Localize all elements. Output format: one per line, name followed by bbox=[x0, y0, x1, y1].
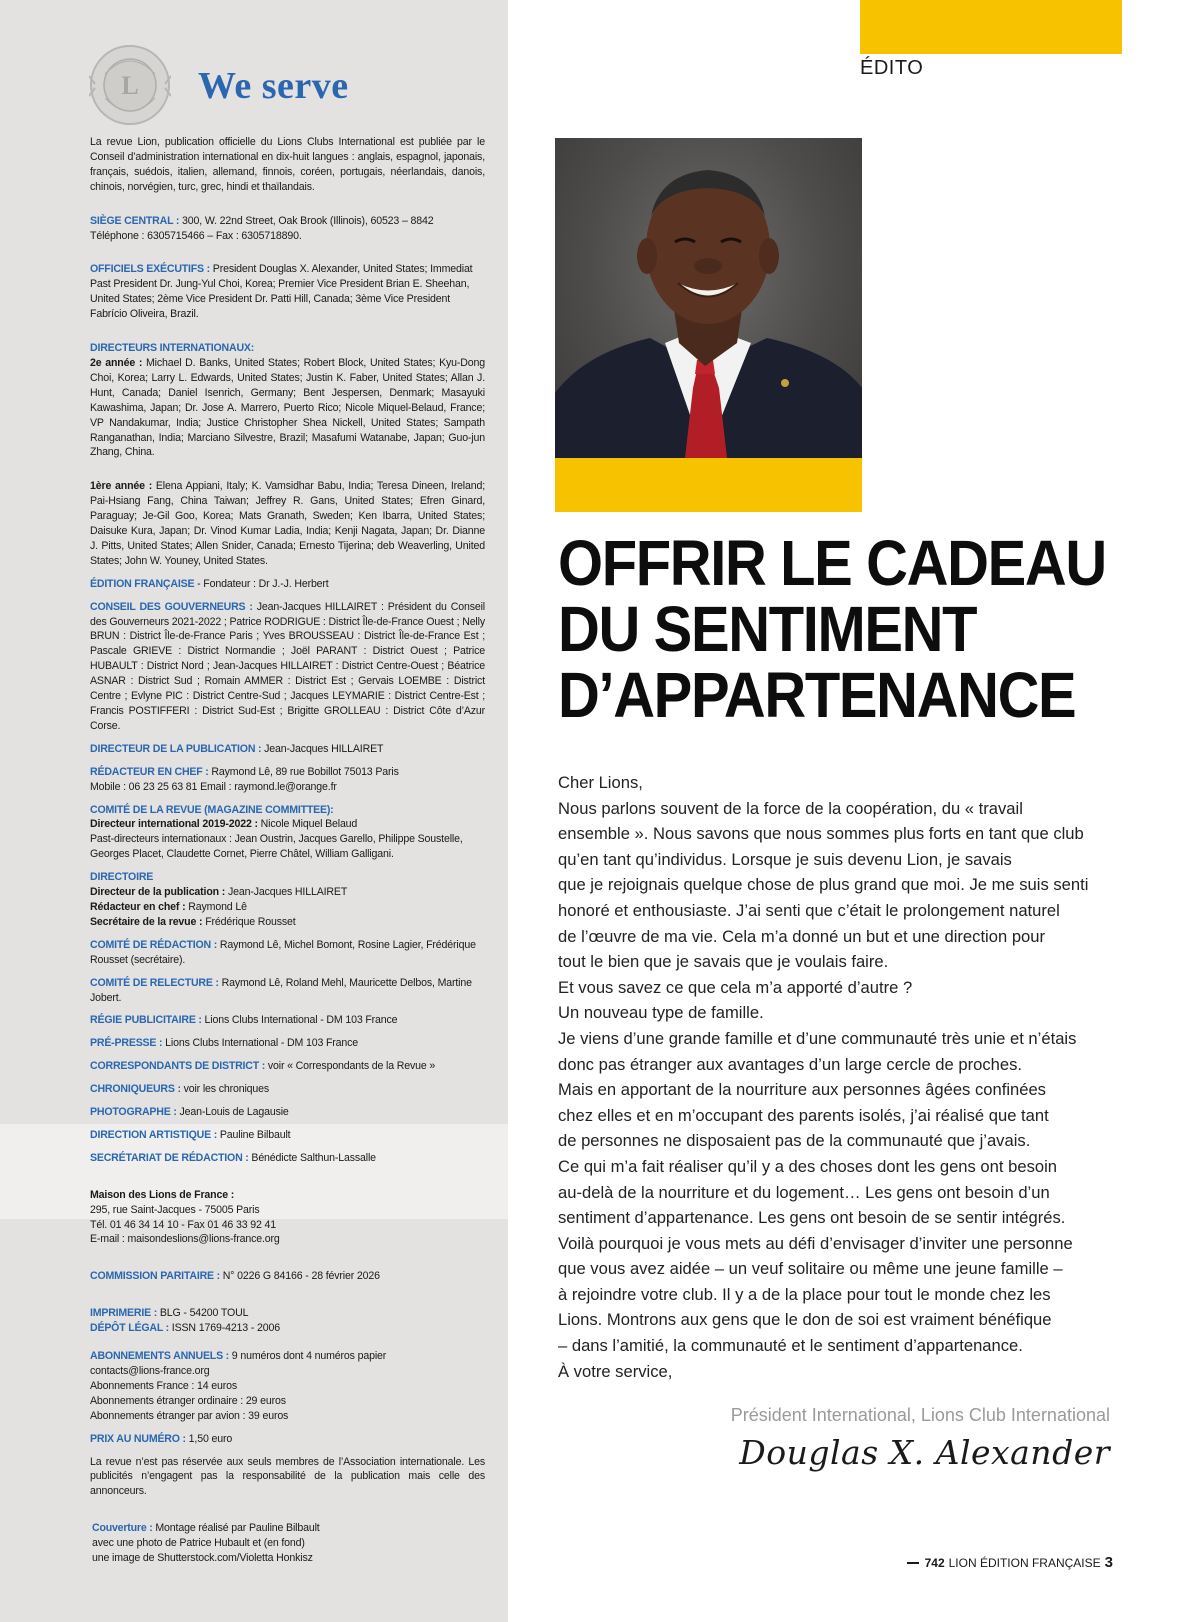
abonnements-line bbox=[90, 1349, 485, 1364]
body-line: de l’œuvre de ma vie. Cela m’a donné un but et une direction pour bbox=[558, 926, 1046, 946]
direction-art-text: Pauline Bilbault bbox=[217, 1128, 291, 1141]
logo-letter: L bbox=[121, 71, 139, 100]
conseil-text: Jean-Jacques HILLAIRET : Président du Conseil des Gouverneurs 2021-2022 ; Patrice RODRIGUE : District Île-de-France Ouest ; Nelly BRUN : District Île-de-France Paris ; Yves BROUSSEAU : District Île-de-France Est ; Pascale GRIEVE : District Normandie ; Joël PARANT : District Ouest ; Patrice HUBAULT : District Nord ; Jean-Jacques HILLAIRET : District Centre-Ouest ; Béatrice ASNAR : District Sud ; Romain AMMER : District Est ; Gervais LOEMBE : District Centre ; Evlyne PIC : District Centre-Sud ; Jacques LEYMARIE : District Centre-Est ; Francis POSTIFFERI : District Sud-Est ; Brigitte GROLLEAU : District Côte d’Azur Corse. bbox=[90, 600, 485, 732]
issue-number: 742 bbox=[924, 1555, 945, 1570]
directeurs-label: DIRECTEURS INTERNATIONAUX: bbox=[90, 342, 255, 355]
motto-title: We serve bbox=[198, 65, 349, 107]
disclaimer: La revue n’est pas réservée aux seuls membres de l’Association internationale. Les publicités n’engagent pas la responsabilité de la publication mais celle des annonceurs. bbox=[90, 1455, 485, 1498]
regie-text: Lions Clubs International - DM 103 France bbox=[201, 1014, 398, 1027]
magazine-name: LION ÉDITION FRANÇAISE bbox=[948, 1555, 1101, 1570]
regie-line bbox=[90, 1013, 485, 1028]
maison-addr: 295, rue Saint-Jacques - 75005 Paris bbox=[90, 1203, 260, 1216]
body-line: qu’en tant qu’individus. Lorsque je suis devenu Lion, je savais bbox=[558, 849, 1012, 869]
commission-line bbox=[90, 1269, 485, 1284]
body-line: Lions. Montrons aux gens que le don de soi est vraiment bénéfique bbox=[558, 1310, 1052, 1330]
headline-line-1: OFFRIR LE CADEAU bbox=[558, 527, 1106, 599]
body-line: Cher Lions, bbox=[558, 773, 643, 792]
secretariat-text: Bénédicte Salthun-Lassalle bbox=[248, 1151, 376, 1164]
comite-redac-text: Raymond Lê, Michel Bomont, Rosine Lagier, Frédérique Rousset (secrétaire). bbox=[90, 938, 476, 966]
portrait-yellow-band bbox=[555, 458, 862, 512]
redac-line bbox=[90, 765, 485, 780]
body-line: tout le bien que je savais que je voulais faire. bbox=[558, 952, 889, 972]
edition-text: - Fondateur : Dr J.-J. Herbert bbox=[194, 577, 329, 590]
siege-label: SIÈGE CENTRAL : bbox=[90, 214, 180, 227]
president-portrait bbox=[555, 138, 862, 458]
depot-label: DÉPÔT LÉGAL : bbox=[90, 1322, 170, 1335]
photographe-text: Jean-Louis de Lagausie bbox=[176, 1106, 289, 1119]
body-line: Ce qui m’a fait réaliser qu’il y a des choses dont les gens ont besoin bbox=[558, 1156, 1058, 1176]
chroniqueurs-line bbox=[90, 1082, 485, 1097]
masthead-column bbox=[0, 0, 508, 1622]
abo-email: contacts@lions-france.org bbox=[90, 1365, 210, 1377]
footer-dash bbox=[907, 1562, 919, 1564]
dir-pub-label: DIRECTEUR DE LA PUBLICATION : bbox=[90, 742, 262, 755]
body-line: au-delà de la nourriture et du logement… Les gens ont besoin d’un bbox=[558, 1182, 1050, 1202]
annee2-text: Michael D. Banks, United States; Robert Block, United States; Kyu-Dong Choi, Korea; Larry L. Edwards, United States; Justin K. Faber, United States; Allan J. Hunt, Canada; Daniel Isenrich, Germany; Bent Jespersen, Denmark; Masayuki Kawashima, Japan; Dr. Jose A. Marrero, Puerto Rico; Nicole Miquel-Belaud, France; VP Nandakumar, India; Justice Christopher Shea Nickell, United States; Sampath Ranganathan, India; Marciano Silvestre, Brazil; Masafumi Watanabe, Japan; Guo-jun Zhang, China. bbox=[90, 356, 485, 459]
relecture-text: Raymond Lê, Roland Mehl, Mauricette Delbos, Martine Jobert. bbox=[90, 976, 472, 1004]
dp-label: Directeur de la publication : bbox=[90, 886, 226, 899]
masthead-text bbox=[90, 135, 485, 1566]
body-line: Un nouveau type de famille. bbox=[558, 1003, 764, 1023]
relecture-block bbox=[90, 976, 485, 1006]
dir-intl-label: Directeur international 2019-2022 : bbox=[90, 818, 258, 831]
past-dir-text: Past-directeurs internationaux : Jean Oustrin, Jacques Garello, Philippe Soustelle, Georges Placet, Claudette Cornet, Pierre Châtel, William Galligani. bbox=[90, 833, 463, 861]
dp-line bbox=[90, 885, 485, 900]
page-number: 3 bbox=[1104, 1554, 1113, 1571]
prepresse-line bbox=[90, 1036, 485, 1051]
abo-france: Abonnements France : 14 euros bbox=[90, 1379, 237, 1392]
regie-label: RÉGIE PUBLICITAIRE : bbox=[90, 1014, 202, 1027]
prix-line bbox=[90, 1432, 485, 1447]
couverture-text: Montage réalisé par Pauline Bilbault bbox=[152, 1522, 320, 1535]
comite-redac-label: COMITÉ DE RÉDACTION : bbox=[90, 938, 218, 951]
officiels-text: President Douglas X. Alexander, United States; Immediat Past President Dr. Jung-Yul Choi, Korea; Premier Vice President Brian E. Sheehan, United States; 2ème Vice President Dr. Patti Hill, Canada; 3ème Vice President Fabrício Oliveira, Brazil. bbox=[90, 263, 473, 321]
comite-redac-block bbox=[90, 938, 485, 968]
imprimerie-line bbox=[90, 1306, 485, 1321]
maison-tel: Tél. 01 46 34 14 10 - Fax 01 46 33 92 41 bbox=[90, 1218, 277, 1231]
siege-phone: Téléphone : 6305715466 – Fax : 6305718890. bbox=[90, 229, 302, 242]
rc-label: Rédacteur en chef : bbox=[90, 900, 186, 913]
correspondants-text: voir « Correspondants de la Revue » bbox=[265, 1060, 436, 1073]
portrait-illustration bbox=[555, 138, 862, 458]
abo-avion: Abonnements étranger par avion : 39 euros bbox=[90, 1409, 289, 1422]
couverture-line-2: avec une photo de Patrice Hubault et (en fond) bbox=[92, 1537, 305, 1550]
edition-line bbox=[90, 577, 485, 592]
couverture-label: Couverture : bbox=[92, 1522, 153, 1535]
body-line: Mais en apportant de la nourriture aux personnes âgées confinées bbox=[558, 1080, 1046, 1100]
body-line: que je rejoignais quelque chose de plus grand que moi. Je me suis senti bbox=[558, 875, 1089, 895]
correspondants-label: CORRESPONDANTS DE DISTRICT : bbox=[90, 1060, 266, 1073]
prepresse-text: Lions Clubs International - DM 103 France bbox=[162, 1037, 359, 1050]
commission-text: N° 0226 G 84166 - 28 février 2026 bbox=[219, 1270, 380, 1283]
article-headline bbox=[558, 527, 1106, 731]
body-line: sentiment d’appartenance. Les gens ont besoin de se sentir intégrés. bbox=[558, 1208, 1066, 1228]
photographe-label: PHOTOGRAPHE : bbox=[90, 1106, 177, 1119]
body-line: de personnes ne disposaient pas de la communauté que j’avais. bbox=[558, 1131, 1031, 1151]
annee1-block bbox=[90, 479, 485, 568]
page-footer bbox=[907, 1554, 1113, 1571]
officiels-label: OFFICIELS EXÉCUTIFS : bbox=[90, 263, 210, 276]
direction-art-label: DIRECTION ARTISTIQUE : bbox=[90, 1128, 218, 1141]
imprimerie-label: IMPRIMERIE : bbox=[90, 1307, 158, 1320]
relecture-label: COMITÉ DE RELECTURE : bbox=[90, 976, 219, 989]
body-line: – dans l’amitié, la communauté et le sentiment d’appartenance. bbox=[558, 1336, 1023, 1356]
rc-line bbox=[90, 900, 485, 915]
body-line: Je viens d’une grande famille et d’une communauté très unie et n’étais bbox=[558, 1028, 1077, 1048]
maison-email: E-mail : maisondeslions@lions-france.org bbox=[90, 1233, 280, 1246]
edition-label: ÉDITION FRANÇAISE bbox=[90, 577, 195, 590]
chroniqueurs-text: voir les chroniques bbox=[180, 1083, 270, 1096]
body-line: à rejoindre votre club. Il y a de la place pour tout le monde chez les bbox=[558, 1284, 1051, 1304]
couverture-line-3: une image de Shutterstock.com/Violetta Honkisz bbox=[92, 1552, 313, 1565]
photographe-line bbox=[90, 1105, 485, 1120]
dir-pub-line bbox=[90, 742, 485, 757]
siege-text: 300, W. 22nd Street, Oak Brook (Illinois), 60523 – 8842 bbox=[179, 214, 434, 227]
intro-text: La revue Lion, publication officielle du Lions Clubs International est publiée par le Conseil d’administration international en dix-huit langues : anglais, espagnol, japonais, français, suédois, italien, allemand, finnois, coréen, portugais, néerlandais, danois, chinois, norvégien, turc, grec, hindi et thaïlandais. bbox=[90, 136, 485, 193]
officiels-block bbox=[90, 262, 485, 322]
dp-text: Jean-Jacques HILLAIRET bbox=[225, 886, 348, 899]
prepresse-label: PRÉ-PRESSE : bbox=[90, 1037, 163, 1050]
redac-label: RÉDACTEUR EN CHEF : bbox=[90, 765, 209, 778]
abonnements-label: ABONNEMENTS ANNUELS : bbox=[90, 1350, 230, 1363]
correspondants-line bbox=[90, 1059, 485, 1074]
headline-line-2: DU SENTIMENT bbox=[558, 593, 977, 665]
headline-line-3: D’APPARTENANCE bbox=[558, 659, 1076, 731]
body-line: Et vous savez ce que cela m’a apporté d’autre ? bbox=[558, 977, 913, 997]
body-line: chez elles et en m’occupant des parents isolés, j’ai réalisé que tant bbox=[558, 1105, 1049, 1125]
sr-label: Secrétaire de la revue : bbox=[90, 915, 203, 928]
body-line: donc pas étranger aux avantages d’un large cercle de proches. bbox=[558, 1054, 1023, 1074]
directoire-label: DIRECTOIRE bbox=[90, 871, 154, 884]
couverture-line bbox=[90, 1521, 485, 1536]
depot-line bbox=[90, 1321, 485, 1336]
section-color-tab bbox=[860, 0, 1122, 54]
sr-text: Frédérique Rousset bbox=[202, 915, 296, 928]
body-line: À votre service, bbox=[558, 1361, 673, 1381]
redac-contact: Mobile : 06 23 25 63 81 Email : raymond.le@orange.fr bbox=[90, 780, 337, 793]
article-body bbox=[558, 770, 1118, 1384]
body-line: que vous avez aidée – un veuf solitaire ou même une jeune famille – bbox=[558, 1259, 1063, 1279]
abonnements-text: 9 numéros dont 4 numéros papier bbox=[229, 1350, 387, 1363]
redac-text: Raymond Lê, 89 rue Bobillot 75013 Paris bbox=[208, 765, 399, 778]
annee2-block bbox=[90, 356, 485, 460]
prix-text: 1,50 euro bbox=[185, 1432, 233, 1445]
conseil-block bbox=[90, 600, 485, 734]
rc-text: Raymond Lê bbox=[185, 900, 247, 913]
dir-intl-text: Nicole Miquel Belaud bbox=[257, 818, 358, 831]
depot-text: ISSN 1769-4213 - 2006 bbox=[169, 1322, 280, 1335]
chroniqueurs-label: CHRONIQUEURS : bbox=[90, 1083, 181, 1096]
annee1-text: Elena Appiani, Italy; K. Vamsidhar Babu, India; Teresa Dineen, Ireland; Pai-Hsiang Fang, China Taiwan; Jeffrey R. Gans, United States; Efren Ginard, Paraguay; Je-Gil Goo, Korea; Mats Granath, Sweden; Ken Ibarra, United States; Daisuke Kura, Japan; Dr. Vinod Kumar Ladia, India; Kenji Nagata, Japan; Dr. Dianne J. Pitts, United States; Allen Snider, Canada; Ernesto Tijerina; deb Weaverling, United States; John W. Youney, United States. bbox=[90, 480, 485, 567]
abo-etranger: Abonnements étranger ordinaire : 29 euros bbox=[90, 1394, 286, 1407]
lions-emblem-icon bbox=[89, 44, 171, 126]
body-line: Voilà pourquoi je vous mets au défi d’envisager d’inviter une personne bbox=[558, 1233, 1073, 1253]
secretariat-line bbox=[90, 1151, 485, 1166]
body-line: honoré et enthousiaste. J’ai senti que c’était le prolongement naturel bbox=[558, 900, 1060, 920]
dir-intl-line bbox=[90, 817, 485, 832]
sr-line bbox=[90, 915, 485, 930]
signature: Douglas X. Alexander bbox=[739, 1433, 1110, 1472]
prix-label: PRIX AU NUMÉRO : bbox=[90, 1432, 186, 1445]
dir-pub-text: Jean-Jacques HILLAIRET bbox=[261, 742, 384, 755]
annee1-label: 1ère année : bbox=[90, 480, 153, 493]
imprimerie-text: BLG - 54200 TOUL bbox=[157, 1307, 249, 1320]
body-line: ensemble ». Nous savons que nous sommes plus forts en tant que club bbox=[558, 824, 1084, 844]
direction-art-line bbox=[90, 1128, 485, 1143]
body-line: Nous parlons souvent de la force de la coopération, du « travail bbox=[558, 798, 1023, 818]
comite-revue-label: COMITÉ DE LA REVUE (MAGAZINE COMMITTEE): bbox=[90, 803, 334, 816]
section-label: ÉDITO bbox=[860, 57, 924, 79]
commission-label: COMMISSION PARITAIRE : bbox=[90, 1270, 220, 1283]
secretariat-label: SECRÉTARIAT DE RÉDACTION : bbox=[90, 1151, 249, 1164]
conseil-label: CONSEIL DES GOUVERNEURS : bbox=[90, 600, 253, 613]
signature-title: Président International, Lions Club International bbox=[730, 1405, 1110, 1425]
siege-line bbox=[90, 214, 485, 229]
annee2-label: 2e année : bbox=[90, 356, 143, 369]
maison-title: Maison des Lions de France : bbox=[90, 1188, 235, 1201]
